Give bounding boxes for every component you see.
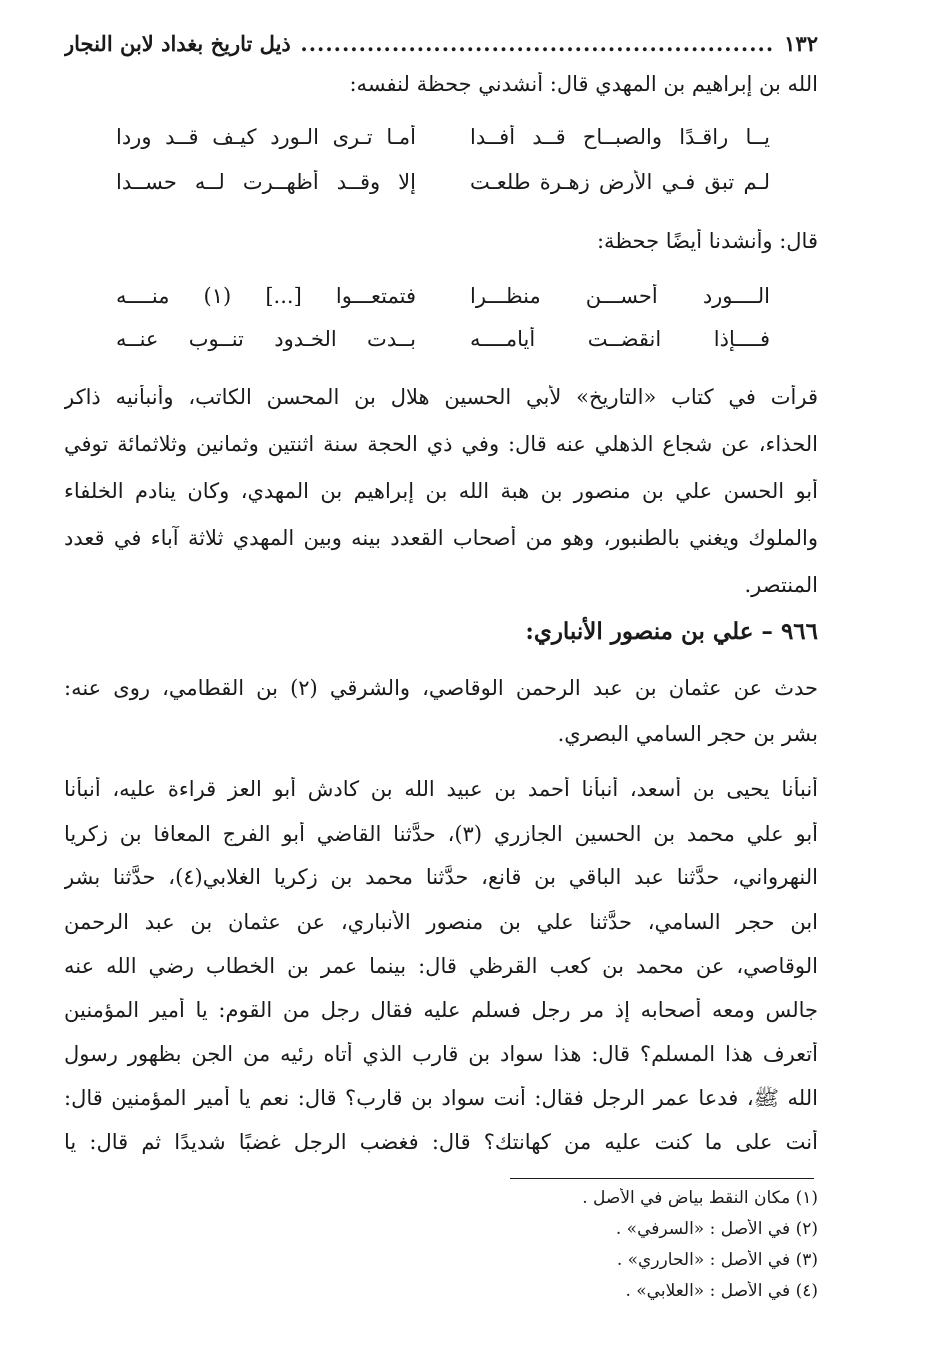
entry-heading: ٩٦٦ – علي بن منصور الأنباري: <box>525 618 818 645</box>
paragraph-line: بشر بن حجر السامي البصري. <box>557 722 818 746</box>
paragraph-line: قرأت في كتاب «التاريخ» لأبي الحسين هلال بن المحسن الكاتب، وأنبأنيه ذاكر <box>64 385 818 409</box>
paragraph-line: النهرواني، حدَّثنا عبد الباقي بن قانع، حدَّثنا محمد بن زكريا الغلابي(٤)، حدَّثنا بشر <box>64 865 818 889</box>
paragraph-line: حدث عن عثمان بن عبد الرحمن الوقاصي، والشرقي (٢) بن القطامي، روى عنه: <box>64 676 818 700</box>
verse-row <box>116 284 770 314</box>
footnote: (١) مكان النقط بياض في الأصل . <box>582 1188 818 1208</box>
footnote-separator <box>510 1178 814 1179</box>
page-number: ١٣٢ <box>784 30 818 56</box>
verse-second-hemistich: فتمتعـــوا [...] (١) منــــه <box>116 284 416 308</box>
paragraph-line: أتعرف هذا المسلم؟ قال: هذا سواد بن قارب الذي أتاه رئيه من الجن بظهور رسول <box>64 1042 818 1066</box>
verse-first-hemistich: الــــورد أحســـن منظـــرا <box>470 284 770 308</box>
footnote: (٣) في الأصل : «الحارري» . <box>616 1250 818 1270</box>
paragraph-line: المنتصر. <box>744 573 818 597</box>
verse-first-hemistich: يــا راقـدًا والصبــاح قــد أفــدا <box>470 125 770 149</box>
paragraph-line: أبو الحسن علي بن منصور بن هبة الله بن إبراهيم بن المهدي، وكان ينادم الخلفاء <box>64 479 818 503</box>
verse-row <box>116 327 770 357</box>
paragraph-line: أنت على ما كنت عليه من كهانتك؟ قال: فغضب الرجل غضبًا شديدًا ثم قال: يا <box>64 1130 818 1154</box>
paragraph-line: والملوك ويغني بالطنبور، وهو من أصحاب القعدد بينه وبين المهدي ثلاثة آباء في قعدد <box>64 526 818 550</box>
verse-second-hemistich: أمـا تـرى الـورد كيـف قــد وردا <box>116 125 416 149</box>
said-line: قال: وأنشدنا أيضًا جحظة: <box>596 229 818 253</box>
header-leader-dots <box>301 31 774 56</box>
verse-first-hemistich: فــــإذا انقضــت أيامــــه <box>470 327 770 351</box>
verse-second-hemistich: إلا وقــد أظهــرت لــه حســدا <box>116 170 416 194</box>
intro-line: الله بن إبراهيم بن المهدي قال: أنشدني جحظة لنفسه: <box>349 72 818 96</box>
verse-first-hemistich: لـم تبق فـي الأرض زهـرة طلعـت <box>470 170 770 194</box>
verse-row <box>116 125 770 155</box>
running-header <box>64 26 818 60</box>
running-title: ذيل تاريخ بغداد لابن النجار <box>64 30 291 56</box>
paragraph-line: أبو علي محمد بن الحسين الجازري (٣)، حدَّثنا القاضي أبو الفرج المعافا بن زكريا <box>64 822 818 846</box>
footnote: (٢) في الأصل : «السرفي» . <box>615 1219 818 1239</box>
paragraph-line: جالس ومعه أصحابه إذ مر رجل فسلم عليه فقال رجل من القوم: يا أمير المؤمنين <box>64 998 818 1022</box>
paragraph-line: الحذاء، عن شجاع الذهلي عنه قال: وفي ذي الحجة سنة اثنتين وثمانين وثلاثمائة توفي <box>64 432 818 456</box>
paragraph-line: أنبأنا يحيى بن أسعد، أنبأنا أحمد بن عبيد الله بن كادش أبو العز قراءة عليه، أنبأنا <box>64 777 818 801</box>
footnote: (٤) في الأصل : «العلابي» . <box>625 1281 818 1301</box>
verse-row <box>116 170 770 200</box>
paragraph-line: ابن حجر السامي، حدَّثنا علي بن منصور الأنباري، عن عثمان بن عبد الرحمن <box>64 910 818 934</box>
paragraph-line: الوقاصي، عن محمد بن كعب القرظي قال: بينما عمر بن الخطاب رضي الله عنه <box>64 954 818 978</box>
verse-second-hemistich: بــدت الخـدود تنــوب عنــه <box>116 327 416 351</box>
paragraph-line: الله ﷺ، فدعا عمر الرجل فقال: أنت سواد بن قارب؟ قال: نعم يا أمير المؤمنين قال: <box>64 1086 818 1110</box>
